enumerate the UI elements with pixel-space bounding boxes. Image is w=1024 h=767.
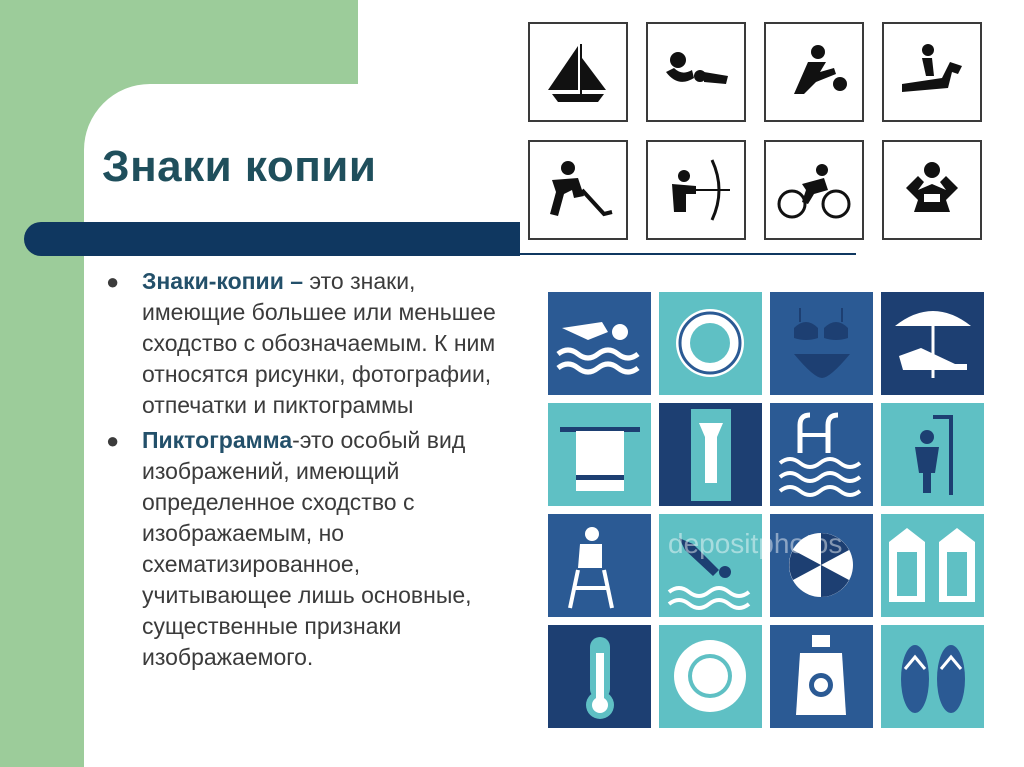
bullet-marker: ●: [106, 428, 120, 453]
shower-icon: [881, 403, 984, 506]
flip-flops-icon: [881, 625, 984, 728]
bullet-term: Пиктограмма: [142, 427, 293, 453]
wrestling-icon: [646, 22, 746, 122]
title-underline-bar: [24, 222, 520, 256]
bullet-list: [104, 266, 514, 677]
thermometer-icon: [548, 625, 651, 728]
sun-icon: [659, 625, 762, 728]
hockey-icon: [528, 140, 628, 240]
weightlifting-icon: [882, 140, 982, 240]
swimmer-icon: [548, 292, 651, 395]
bullet-term: Знаки-копии –: [142, 268, 304, 294]
beach-cabins-icon: [881, 514, 984, 617]
sunbathing-mat-icon: [659, 403, 762, 506]
bullet-item-pictogram: [104, 425, 514, 673]
bikini-icon: [770, 292, 873, 395]
bullet-item-copy-signs: [104, 266, 514, 421]
sport-pictogram-grid: [528, 22, 990, 244]
archery-icon: [646, 140, 746, 240]
pool-ladder-icon: [770, 403, 873, 506]
towel-icon: [548, 403, 651, 506]
equestrian-icon: [882, 22, 982, 122]
beach-pictogram-grid: [548, 292, 988, 732]
bullet-text: -это особый вид изображений, имеющий определенное сходство с изображаемым, но схематизированное, учитывающее лишь основные, существенные признаки изображаемого.: [142, 427, 472, 670]
sailing-icon: [528, 22, 628, 122]
bullet-text: это знаки, имеющие большее или меньшее сходство с обозначаемым. К ним относятся рисунки, фотографии, отпечатки и пиктограммы: [142, 268, 496, 418]
sunscreen-icon: [770, 625, 873, 728]
volleyball-icon: [764, 22, 864, 122]
divider-line: [520, 253, 856, 255]
sunbed-umbrella-icon: [881, 292, 984, 395]
cycling-icon: [764, 140, 864, 240]
lifebuoy-icon: [659, 292, 762, 395]
lifeguard-tower-icon: [548, 514, 651, 617]
watermark: depositphotos: [668, 528, 843, 559]
bullet-marker: ●: [106, 269, 120, 294]
slide-title: Знаки копии: [102, 142, 377, 191]
